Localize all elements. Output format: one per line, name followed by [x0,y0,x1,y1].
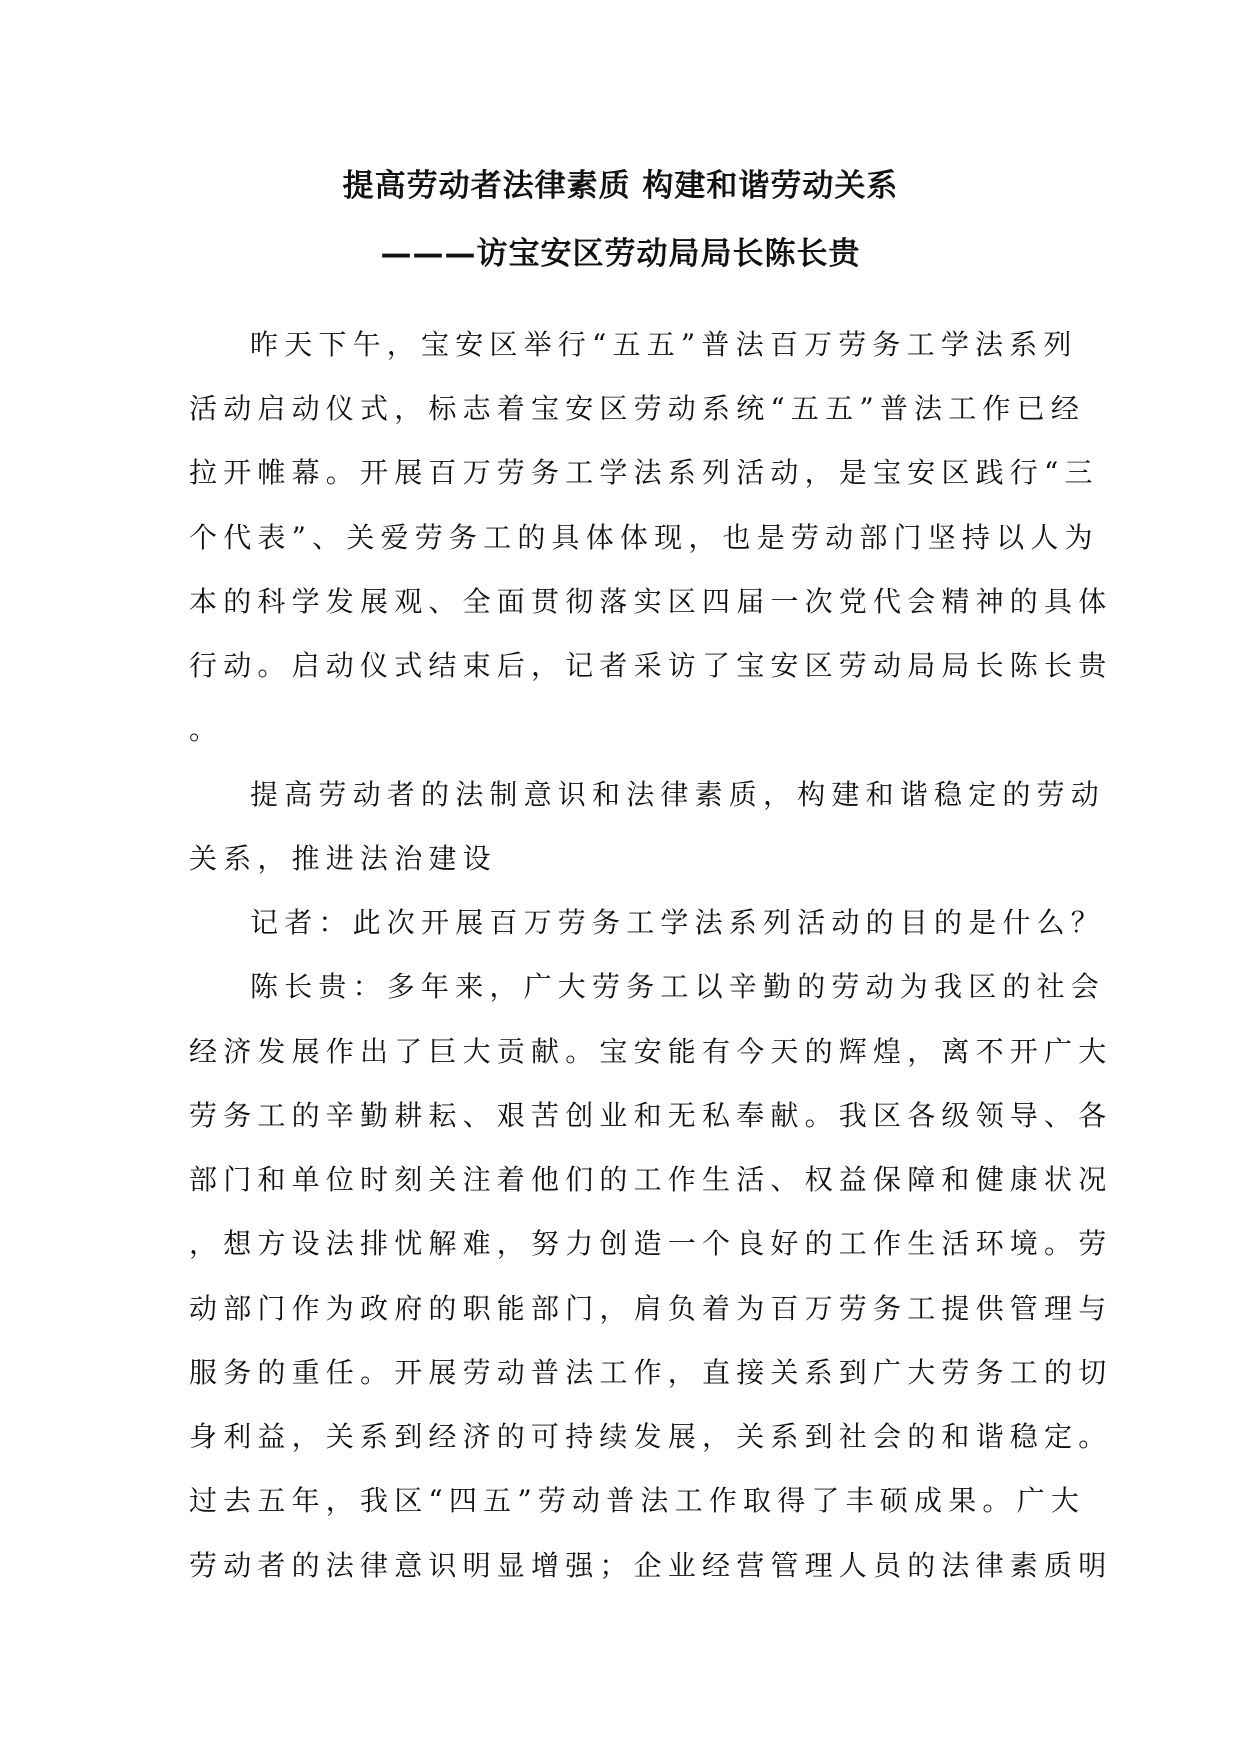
body-line: 陈长贵：多年来，广大劳务工以辛勤的劳动为我区的社会 [250,970,1106,1003]
body-line: 拉开帷幕。开展百万劳务工学法系列活动，是宝安区践行“三 [189,456,1099,489]
body-line: 。 [189,713,224,746]
body-line: 身利益，关系到经济的可持续发展，关系到社会的和谐稳定。 [189,1420,1113,1453]
body-line: 活动启动仪式，标志着宝安区劳动系统“五五”普法工作已经 [189,392,1086,425]
body-line: 昨天下午，宝安区举行“五五”普法百万劳务工学法系列 [250,328,1078,361]
body-line: 提高劳动者的法制意识和法律素质，构建和谐稳定的劳动 [250,778,1106,811]
body-line: 个代表”、关爱劳务工的具体体现，也是劳动部门坚持以人为 [189,521,1099,554]
body-line: 行动。启动仪式结束后，记者采访了宝安区劳动局局长陈长贵 [189,649,1113,682]
body-line: ，想方设法排忧解难，努力创造一个良好的工作生活环境。劳 [189,1227,1113,1260]
body-line: 关系，推进法治建设 [189,842,497,875]
body-line: 记者：此次开展百万劳务工学法系列活动的目的是什么？ [250,906,1106,939]
article-title: 提高劳动者法律素质 构建和谐劳动关系 [342,168,899,204]
body-line: 过去五年，我区“四五”劳动普法工作取得了丰硕成果。广大 [189,1484,1086,1517]
body-line: 劳务工的辛勤耕耘、艰苦创业和无私奉献。我区各级领导、各 [189,1099,1113,1132]
body-line: 本的科学发展观、全面贯彻落实区四届一次党代会精神的具体 [189,585,1113,618]
body-line: 劳动者的法律意识明显增强；企业经营管理人员的法律素质明 [189,1549,1113,1582]
body-line: 服务的重任。开展劳动普法工作，直接关系到广大劳务工的切 [189,1356,1113,1389]
body-line: 动部门作为政府的职能部门，肩负着为百万劳务工提供管理与 [189,1292,1113,1325]
article-subtitle: ———访宝安区劳动局局长陈长贵 [380,236,861,272]
body-line: 部门和单位时刻关注着他们的工作生活、权益保障和健康状况 [189,1163,1113,1196]
body-line: 经济发展作出了巨大贡献。宝安能有今天的辉煌，离不开广大 [189,1035,1113,1068]
